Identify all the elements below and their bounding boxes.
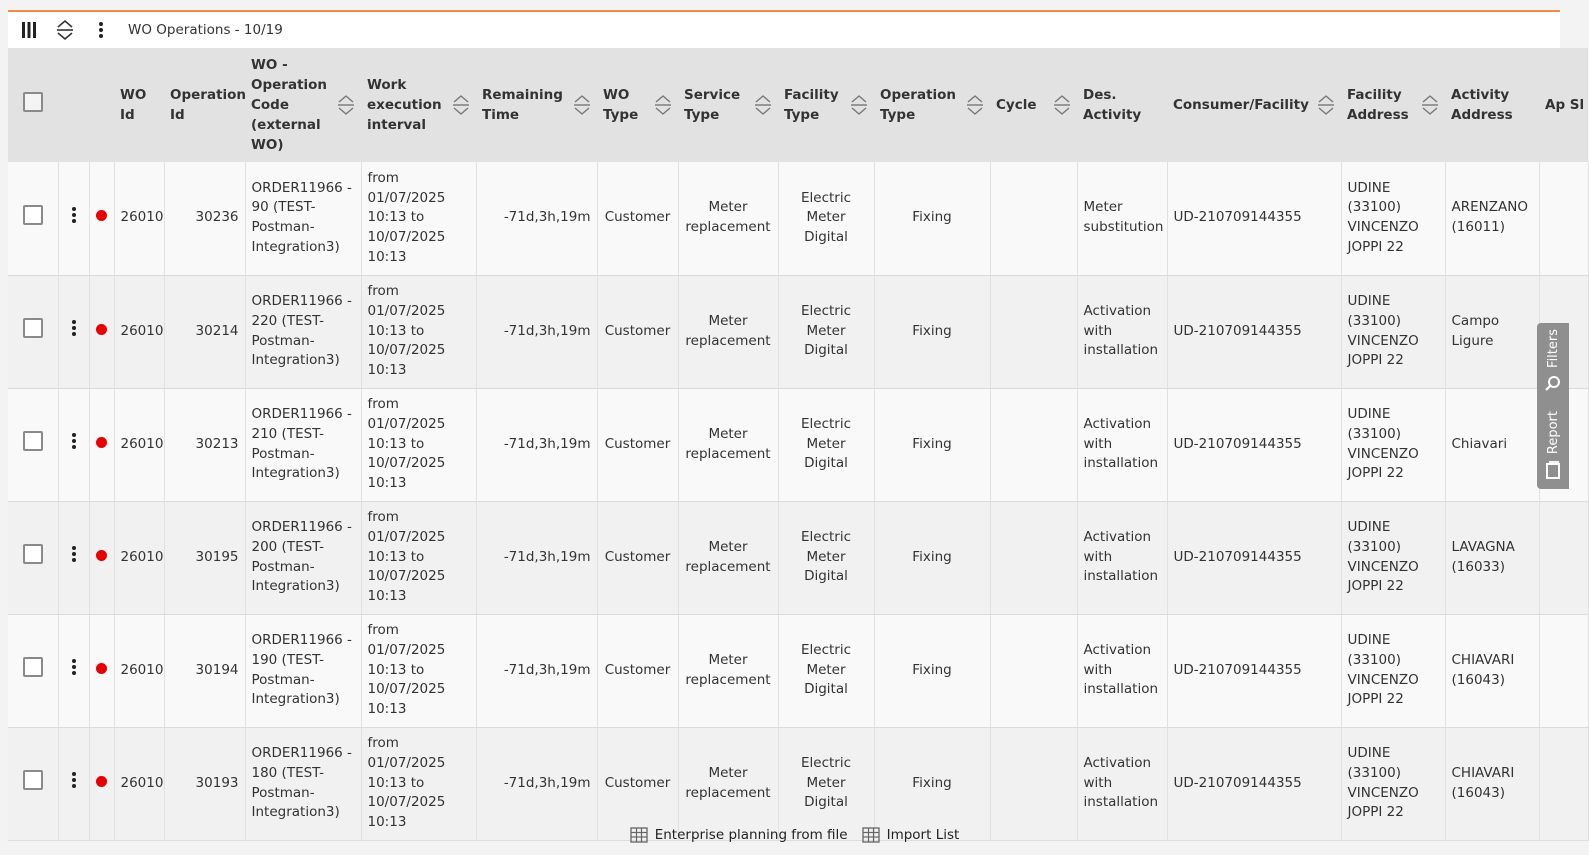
header-work-execution-interval[interactable]: Work execution interval	[361, 48, 476, 162]
cell-facility-address: UDINE (33100) VINCENZO JOPPI 22	[1341, 614, 1445, 727]
cell-activity-address: Chiavari	[1445, 388, 1539, 501]
cell-ap-sl	[1539, 162, 1588, 275]
cell-operation-id: 30213	[164, 388, 245, 501]
row-menu-cell	[58, 388, 89, 501]
cell-ap-sl	[1539, 614, 1588, 727]
cell-activity-address: ARENZANO (16011)	[1445, 162, 1539, 275]
header-facility-type[interactable]: Facility Type	[778, 48, 874, 162]
status-dot-icon	[96, 776, 107, 787]
header-activity-address[interactable]: Activity Address	[1445, 48, 1539, 162]
row-checkbox[interactable]	[23, 431, 43, 451]
header-facility-address[interactable]: Facility Address	[1341, 48, 1445, 162]
header-operation-id[interactable]: Operation Id	[164, 48, 245, 162]
cell-operation-id: 30236	[164, 162, 245, 275]
row-more-icon[interactable]	[71, 658, 77, 676]
cell-wo-id: 26010	[114, 727, 164, 840]
row-checkbox[interactable]	[23, 657, 43, 677]
header-operation-type[interactable]: Operation Type	[874, 48, 990, 162]
row-more-icon[interactable]	[71, 432, 77, 450]
row-checkbox[interactable]	[23, 770, 43, 790]
filters-tab-label: Filters	[1545, 329, 1561, 368]
cell-activity-address: LAVAGNA (16033)	[1445, 501, 1539, 614]
cell-facility-type: Electric Meter Digital	[778, 162, 874, 275]
cell-des-activity: Activation with installation	[1077, 275, 1167, 388]
header-cycle[interactable]: Cycle	[990, 48, 1077, 162]
operations-table	[8, 48, 1589, 841]
sort-toggle-icon[interactable]	[850, 93, 868, 117]
table-row[interactable]	[8, 501, 1588, 614]
row-more-icon[interactable]	[71, 319, 77, 337]
status-dot-icon	[96, 324, 107, 335]
cell-remaining-time: -71d,3h,19m	[476, 388, 597, 501]
cell-service-type: Meter replacement	[678, 275, 778, 388]
cell-des-activity: Activation with installation	[1077, 501, 1167, 614]
cell-facility-type: Electric Meter Digital	[778, 388, 874, 501]
side-panel-tabs	[1537, 323, 1569, 489]
cell-activity-address: Campo Ligure	[1445, 275, 1539, 388]
sort-toggle-icon[interactable]	[654, 93, 672, 117]
cell-wo-operation-code: ORDER11966 - 200 (TEST-Postman-Integration3)	[245, 501, 361, 614]
cell-wo-type: Customer	[597, 275, 678, 388]
cell-work-execution-interval: from 01/07/2025 10:13 to 10/07/2025 10:13	[361, 388, 476, 501]
toolbar	[8, 12, 1560, 48]
cell-facility-address: UDINE (33100) VINCENZO JOPPI 22	[1341, 501, 1445, 614]
footer-bar	[0, 815, 1589, 855]
cell-des-activity: Activation with installation	[1077, 727, 1167, 840]
cell-wo-type: Customer	[597, 727, 678, 840]
row-status-cell	[89, 162, 114, 275]
list-title: WO Operations - 10/19	[128, 22, 283, 38]
cell-operation-type: Fixing	[874, 727, 990, 840]
cell-cycle	[990, 614, 1077, 727]
row-menu-cell	[58, 614, 89, 727]
cell-consumer-facility: UD-210709144355	[1167, 275, 1341, 388]
row-menu-cell	[58, 162, 89, 275]
cell-consumer-facility: UD-210709144355	[1167, 162, 1341, 275]
header-wo-type[interactable]: WO Type	[597, 48, 678, 162]
table-body	[8, 162, 1588, 840]
cell-ap-sl	[1539, 501, 1588, 614]
row-menu-cell	[58, 501, 89, 614]
cell-operation-type: Fixing	[874, 501, 990, 614]
cell-operation-type: Fixing	[874, 275, 990, 388]
cell-wo-type: Customer	[597, 162, 678, 275]
cell-wo-operation-code: ORDER11966 - 190 (TEST-Postman-Integration3)	[245, 614, 361, 727]
sort-toggle-icon[interactable]	[754, 93, 772, 117]
cell-activity-address: CHIAVARI (16043)	[1445, 727, 1539, 840]
row-status-cell	[89, 388, 114, 501]
sort-toggle-icon[interactable]	[573, 93, 591, 117]
sort-toggle-icon[interactable]	[1421, 93, 1439, 117]
cell-wo-type: Customer	[597, 501, 678, 614]
enterprise-planning-label: Enterprise planning from file	[654, 827, 848, 843]
report-tab[interactable]	[1537, 411, 1569, 480]
import-list-button[interactable]	[862, 827, 960, 843]
table-header-row	[8, 48, 1588, 162]
import-list-label: Import List	[886, 827, 960, 843]
row-select-cell	[8, 388, 58, 501]
cell-service-type: Meter replacement	[678, 614, 778, 727]
cell-service-type: Meter replacement	[678, 388, 778, 501]
cell-service-type: Meter replacement	[678, 501, 778, 614]
row-checkbox[interactable]	[23, 318, 43, 338]
columns-icon[interactable]	[18, 19, 40, 41]
cell-wo-id: 26010	[114, 275, 164, 388]
sort-toggle-icon[interactable]	[1317, 93, 1335, 117]
header-menu	[58, 48, 89, 162]
header-wo-operation-code[interactable]: WO - Operation Code (external WO)	[245, 48, 361, 162]
cell-cycle	[990, 275, 1077, 388]
cell-operation-type: Fixing	[874, 614, 990, 727]
row-more-icon[interactable]	[71, 771, 77, 789]
header-ap-sl[interactable]: Ap Sl	[1539, 48, 1588, 162]
more-options-icon[interactable]	[90, 19, 112, 41]
cell-cycle	[990, 501, 1077, 614]
row-checkbox[interactable]	[23, 544, 43, 564]
header-consumer-facility[interactable]: Consumer/Facility	[1167, 48, 1341, 162]
cell-consumer-facility: UD-210709144355	[1167, 727, 1341, 840]
search-icon	[1544, 374, 1562, 392]
row-more-icon[interactable]	[71, 545, 77, 563]
cell-work-execution-interval: from 01/07/2025 10:13 to 10/07/2025 10:13	[361, 162, 476, 275]
report-tab-label: Report	[1545, 411, 1561, 455]
header-status	[89, 48, 114, 162]
cell-cycle	[990, 388, 1077, 501]
select-all-checkbox[interactable]	[23, 92, 43, 112]
cell-remaining-time: -71d,3h,19m	[476, 614, 597, 727]
sort-toggle-icon[interactable]	[337, 93, 355, 117]
cell-des-activity: Activation with installation	[1077, 614, 1167, 727]
cell-remaining-time: -71d,3h,19m	[476, 501, 597, 614]
row-select-cell	[8, 614, 58, 727]
header-remaining-time[interactable]: Remaining Time	[476, 48, 597, 162]
cell-wo-operation-code: ORDER11966 - 90 (TEST-Postman-Integration3)	[245, 162, 361, 275]
row-menu-cell	[58, 275, 89, 388]
cell-wo-operation-code: ORDER11966 - 210 (TEST-Postman-Integration3)	[245, 388, 361, 501]
cell-work-execution-interval: from 01/07/2025 10:13 to 10/07/2025 10:13	[361, 727, 476, 840]
status-dot-icon	[96, 210, 107, 221]
row-status-cell	[89, 501, 114, 614]
cell-wo-id: 26010	[114, 388, 164, 501]
status-dot-icon	[96, 437, 107, 448]
header-des-activity[interactable]: Des. Activity	[1077, 48, 1167, 162]
cell-facility-address: UDINE (33100) VINCENZO JOPPI 22	[1341, 388, 1445, 501]
operations-table-container[interactable]	[8, 48, 1585, 831]
cell-remaining-time: -71d,3h,19m	[476, 275, 597, 388]
filters-tab[interactable]	[1537, 329, 1569, 392]
cell-work-execution-interval: from 01/07/2025 10:13 to 10/07/2025 10:13	[361, 614, 476, 727]
cell-service-type: Meter replacement	[678, 162, 778, 275]
header-service-type[interactable]: Service Type	[678, 48, 778, 162]
sort-toggle-icon[interactable]	[1053, 93, 1071, 117]
cell-work-execution-interval: from 01/07/2025 10:13 to 10/07/2025 10:13	[361, 275, 476, 388]
cell-wo-type: Customer	[597, 388, 678, 501]
cell-wo-operation-code: ORDER11966 - 220 (TEST-Postman-Integration3)	[245, 275, 361, 388]
row-select-cell	[8, 162, 58, 275]
cell-cycle	[990, 162, 1077, 275]
table-icon	[862, 827, 880, 843]
row-more-icon[interactable]	[71, 206, 77, 224]
cell-facility-type: Electric Meter Digital	[778, 727, 874, 840]
cell-facility-address: UDINE (33100) VINCENZO JOPPI 22	[1341, 275, 1445, 388]
cell-consumer-facility: UD-210709144355	[1167, 388, 1341, 501]
cell-consumer-facility: UD-210709144355	[1167, 501, 1341, 614]
cell-des-activity: Meter substitution	[1077, 162, 1167, 275]
cell-facility-address: UDINE (33100) VINCENZO JOPPI 22	[1341, 727, 1445, 840]
cell-remaining-time: -71d,3h,19m	[476, 162, 597, 275]
cell-operation-id: 30193	[164, 727, 245, 840]
cell-des-activity: Activation with installation	[1077, 388, 1167, 501]
wo-operations-panel	[8, 10, 1585, 831]
cell-facility-type: Electric Meter Digital	[778, 275, 874, 388]
cell-work-execution-interval: from 01/07/2025 10:13 to 10/07/2025 10:13	[361, 501, 476, 614]
table-row[interactable]	[8, 275, 1588, 388]
sort-toggle-icon[interactable]	[452, 93, 470, 117]
cell-remaining-time: -71d,3h,19m	[476, 727, 597, 840]
cell-activity-address: CHIAVARI (16043)	[1445, 614, 1539, 727]
cell-wo-id: 26010	[114, 162, 164, 275]
sort-toggle-icon[interactable]	[966, 93, 984, 117]
report-icon	[1545, 460, 1561, 480]
enterprise-planning-button[interactable]	[630, 827, 848, 843]
cell-operation-id: 30214	[164, 275, 245, 388]
status-dot-icon	[96, 663, 107, 674]
cell-wo-id: 26010	[114, 501, 164, 614]
row-status-cell	[89, 614, 114, 727]
cell-facility-address: UDINE (33100) VINCENZO JOPPI 22	[1341, 162, 1445, 275]
cell-facility-type: Electric Meter Digital	[778, 501, 874, 614]
cell-service-type: Meter replacement	[678, 727, 778, 840]
cell-facility-type: Electric Meter Digital	[778, 614, 874, 727]
table-row[interactable]	[8, 162, 1588, 275]
table-icon	[630, 827, 648, 843]
cell-wo-type: Customer	[597, 614, 678, 727]
cell-operation-type: Fixing	[874, 388, 990, 501]
header-select-all[interactable]	[8, 48, 58, 162]
cell-wo-id: 26010	[114, 614, 164, 727]
cell-consumer-facility: UD-210709144355	[1167, 614, 1341, 727]
cell-operation-id: 30194	[164, 614, 245, 727]
row-checkbox[interactable]	[23, 205, 43, 225]
table-row[interactable]	[8, 614, 1588, 727]
header-wo-id[interactable]: WO Id	[114, 48, 164, 162]
row-status-cell	[89, 275, 114, 388]
table-row[interactable]	[8, 388, 1588, 501]
cell-wo-operation-code: ORDER11966 - 180 (TEST-Postman-Integration3)	[245, 727, 361, 840]
status-dot-icon	[96, 550, 107, 561]
row-select-cell	[8, 275, 58, 388]
row-select-cell	[8, 501, 58, 614]
sort-icon[interactable]	[54, 19, 76, 41]
cell-operation-id: 30195	[164, 501, 245, 614]
cell-operation-type: Fixing	[874, 162, 990, 275]
